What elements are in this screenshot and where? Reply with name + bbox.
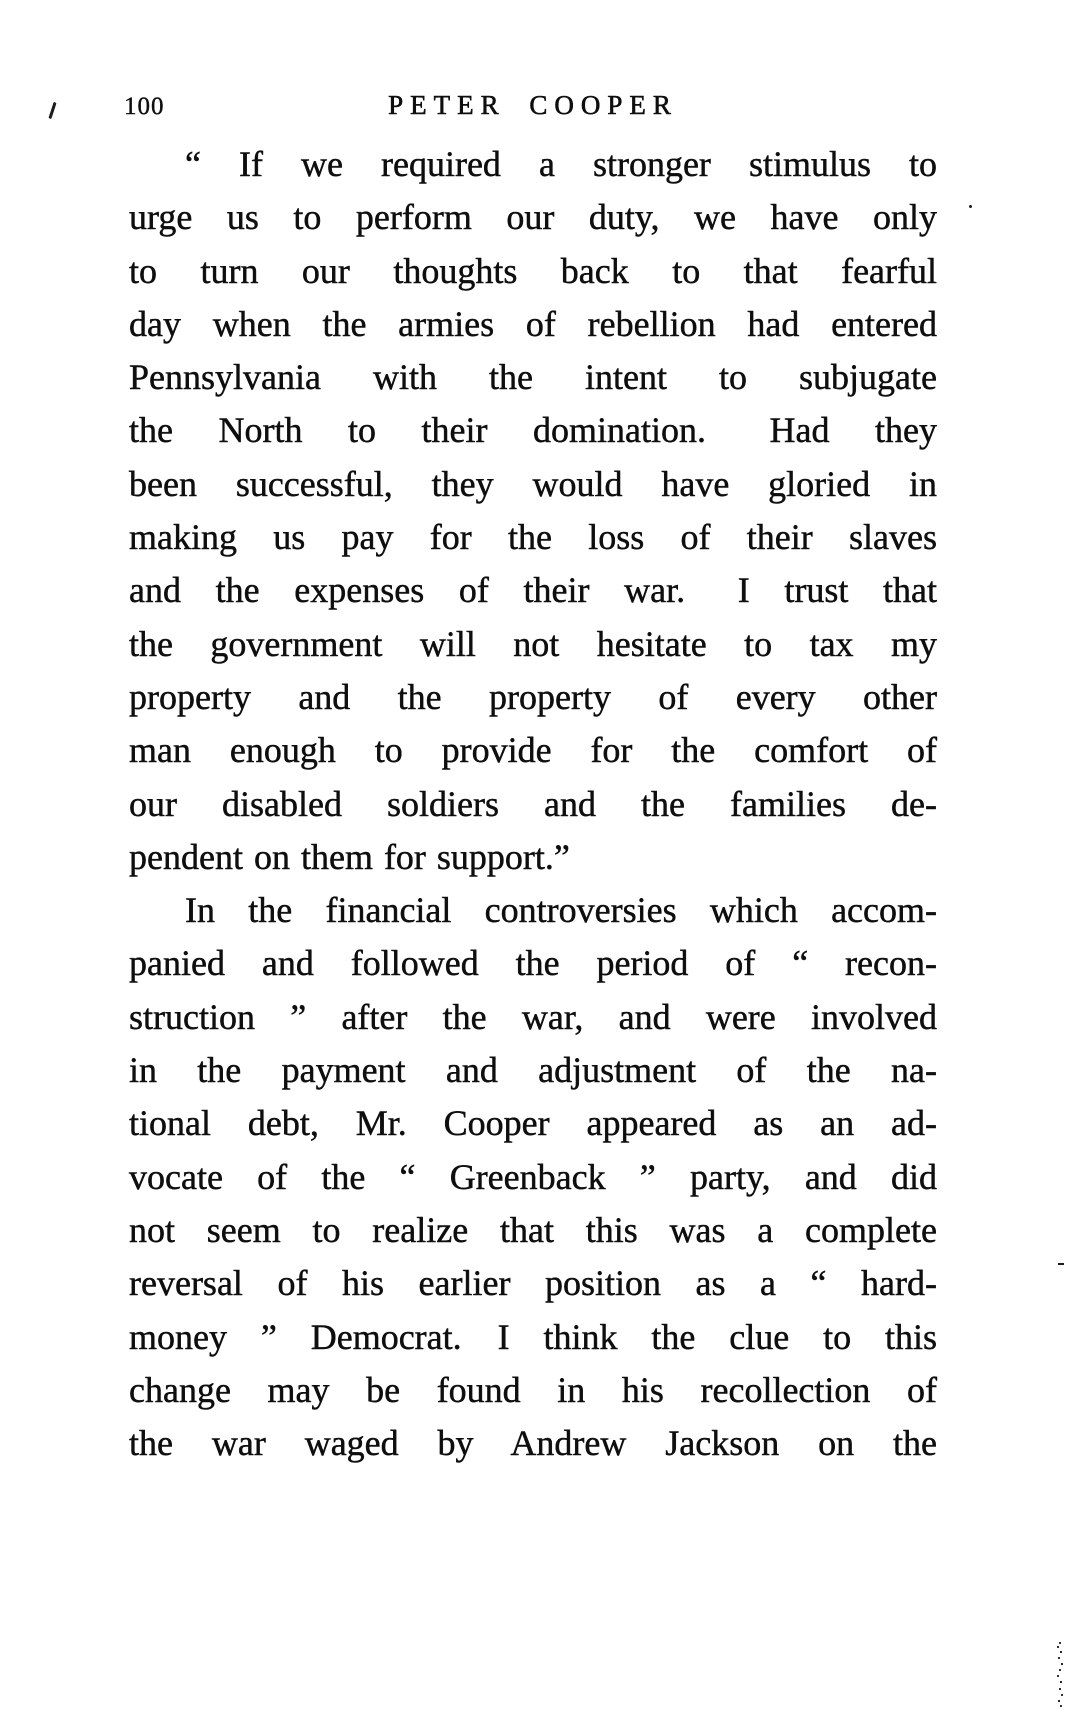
text-line: “ If we required a stronger stimulus to <box>185 144 937 184</box>
text-line: reversal of his earlier position as a “ hard- <box>129 1263 937 1304</box>
scan-speck <box>969 205 972 208</box>
text-line: making us pay for the loss of their slaves <box>129 517 937 558</box>
text-line: man enough to provide for the comfort of <box>129 730 937 771</box>
text-line: the government will not hesitate to tax my <box>129 623 937 664</box>
paragraph-quote <box>129 138 937 884</box>
text-line: money ” Democrat. I think the clue to this <box>129 1316 937 1357</box>
paragraph-narrative <box>129 884 937 1470</box>
text-line: to turn our thoughts back to that fearful <box>129 250 937 291</box>
text-line: change may be found in his recollection of <box>129 1369 937 1410</box>
scan-dash <box>1058 1263 1064 1265</box>
text-line: urge us to perform our duty, we have only <box>129 197 937 238</box>
page-text <box>129 138 937 1470</box>
text-line: not seem to realize that this was a complete <box>129 1209 937 1250</box>
text-line: property and the property of every other <box>129 676 937 717</box>
text-line: pendent on them for support.” <box>129 836 570 877</box>
text-line: our disabled soldiers and the families de- <box>129 783 937 824</box>
text-line: In the financial controversies which accom- <box>185 890 937 931</box>
text-line: tional debt, Mr. Cooper appeared as an ad- <box>129 1103 937 1144</box>
page-number: 100 <box>124 93 165 120</box>
text-line: the war waged by Andrew Jackson on the <box>129 1423 937 1464</box>
scan-noise-right-edge <box>1059 1642 1061 1644</box>
running-head: PETER COOPER <box>388 90 678 120</box>
text-line: Pennsylvania with the intent to subjugate <box>129 357 937 398</box>
text-line: struction ” after the war, and were involved <box>129 996 937 1037</box>
text-line: in the payment and adjustment of the na- <box>129 1050 937 1091</box>
text-line: been successful, they would have gloried in <box>129 463 937 504</box>
text-line: panied and followed the period of “ recon- <box>129 943 937 984</box>
text-line: the North to their domination. Had they <box>129 410 937 451</box>
text-line: day when the armies of rebellion had entered <box>129 303 937 344</box>
text-line: and the expenses of their war. I trust that <box>129 570 937 611</box>
text-line: vocate of the “ Greenback ” party, and did <box>129 1156 937 1197</box>
